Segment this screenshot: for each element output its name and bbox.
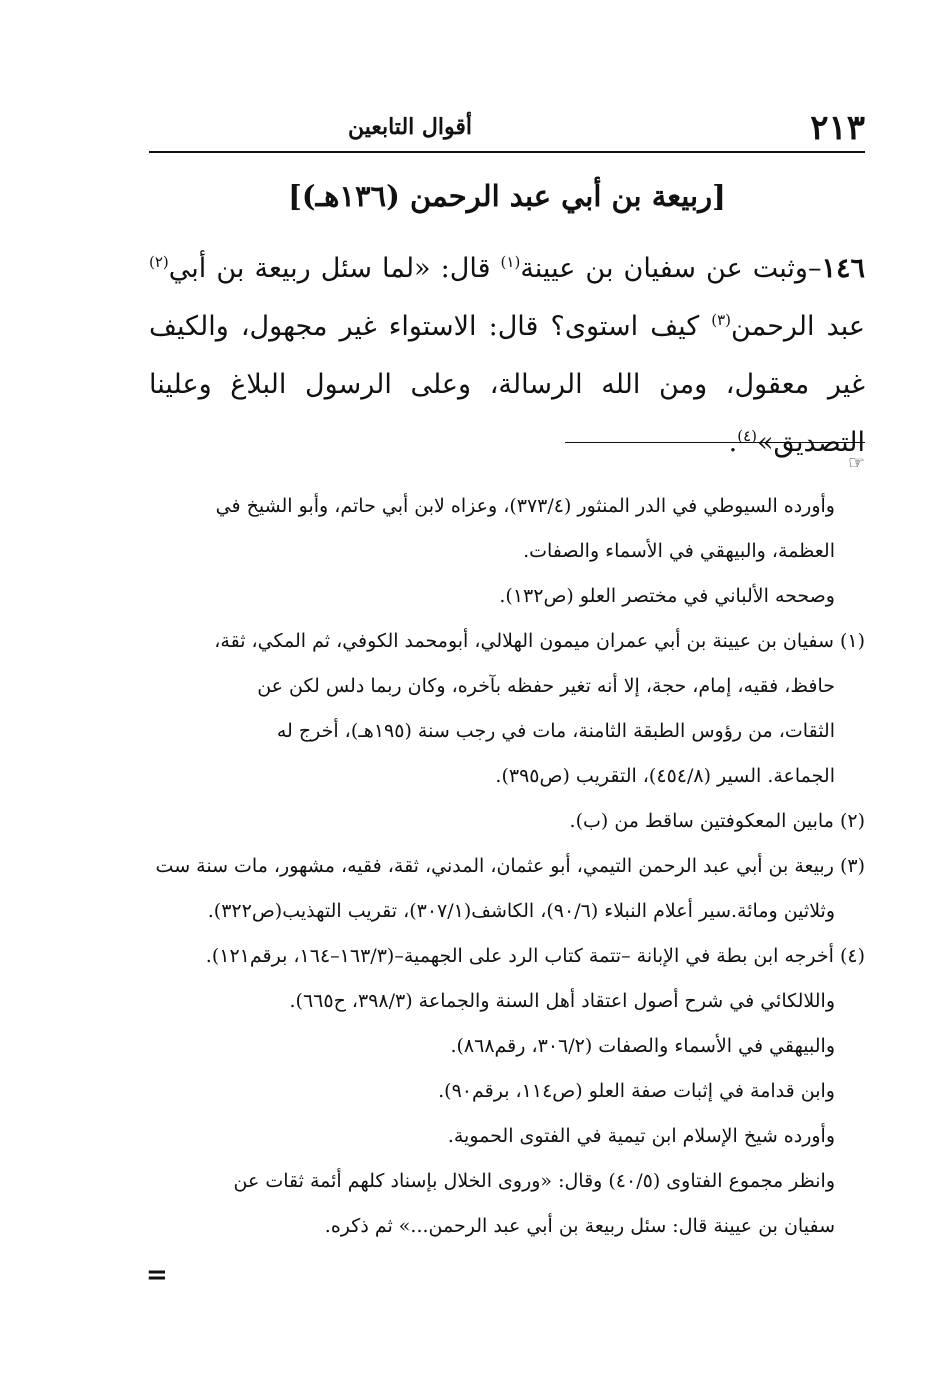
footnote-line: (٢) مابين المعكوفتين ساقط من (ب). [569, 810, 865, 832]
item-number: ١٤٦ [821, 253, 865, 284]
footnote-line: وانظر مجموع الفتاوى (٤٠/٥) وقال: «وروى الخلال بإسناد كلهم أئمة ثقات عن [233, 1170, 835, 1192]
main-text-segment: –وثبت عن سفيان بن عيينة [520, 253, 822, 284]
footnote-line: وأورده شيخ الإسلام ابن تيمية في الفتوى الحموية. [447, 1125, 835, 1147]
footnote-ref-4: (٤) [737, 427, 757, 445]
footnote-line: وصححه الألباني في مختصر العلو (ص١٣٢). [499, 585, 835, 607]
page-number: ٢١٣ [810, 108, 865, 148]
footnote-ref-3: (٣) [711, 311, 732, 329]
footnote-ref-1: (١) [500, 253, 521, 271]
footnote-line: العظمة، والبيهقي في الأسماء والصفات. [523, 540, 835, 562]
footnote-line: حافظ، فقيه، إمام، حجة، إلا أنه تغير حفظه بآخره، وكان ربما دلس لكن عن [257, 675, 835, 697]
header-rule [149, 151, 865, 153]
footnote-line: وابن قدامة في إثبات صفة العلو (ص١١٤، برقم٩٠). [438, 1080, 835, 1102]
footnote-line: الثقات، من رؤوس الطبقة الثامنة، مات في رجب سنة (١٩٥هـ)، أخرج له [276, 720, 835, 742]
footnote-line: (٤) أخرجه ابن بطة في الإبانة –تتمة كتاب الرد على الجهمية–(١٦٣/٣–١٦٤، برقم١٢١). [205, 945, 865, 967]
running-title: أقوال التابعين [347, 114, 473, 140]
footnote-line: وثلاثين ومائة.سير أعلام النبلاء (٩٠/٦)، الكاشف(٣٠٧/١)، تقريب التهذيب(ص٣٢٢). [207, 900, 835, 922]
main-text-end: . [728, 427, 738, 458]
footnote-line: (٣) ربيعة بن أبي عبد الرحمن التيمي، أبو عثمان، المدني، ثقة، فقيه، مشهور، مات سنة ست [155, 855, 865, 877]
footnote-line: الجماعة. السير (٤٥٤/٨)، التقريب (ص٣٩٥). [495, 765, 835, 787]
footnote-line: والبيهقي في الأسماء والصفات (٣٠٦/٢، رقم٨٦٨). [450, 1035, 835, 1057]
footnote-line: واللالكائي في شرح أصول اعتقاد أهل السنة والجماعة (٣٩٨/٣، ح٦٦٥). [289, 990, 835, 1012]
footnote-line: سفيان بن عيينة قال: سئل ربيعة بن أبي عبد الرحمن...» ثم ذكره. [324, 1215, 835, 1237]
continuation-mark: = [146, 1260, 168, 1290]
footnote-divider [565, 442, 865, 443]
pointing-hand-icon: ☞ [847, 452, 865, 474]
section-title: [ربيعة بن أبي عبد الرحمن (١٣٦هـ)] [288, 179, 726, 213]
main-paragraph [149, 240, 865, 472]
footnote-line: (١) سفيان بن عيينة بن أبي عمران ميمون الهلالي، أبومحمد الكوفي، ثم المكي، ثقة، [214, 630, 865, 652]
footnote-ref-2: (٢) [149, 253, 169, 271]
main-text-segment: قال: «لما سئل ربيعة بن أبي [168, 253, 501, 284]
footnote-line: وأورده السيوطي في الدر المنثور (٣٧٣/٤)، وعزاه لابن أبي حاتم، وأبو الشيخ في [215, 495, 835, 517]
main-text-segment: عبد الرحمن [731, 311, 865, 342]
footnotes [149, 484, 865, 1249]
main-text-segment: كيف استوى؟ قال: الاستواء غير مجهول، والكيف غير معقول، ومن الله الرسالة، وعلى الرسول البلاغ وعلينا التصديق» [149, 311, 865, 458]
